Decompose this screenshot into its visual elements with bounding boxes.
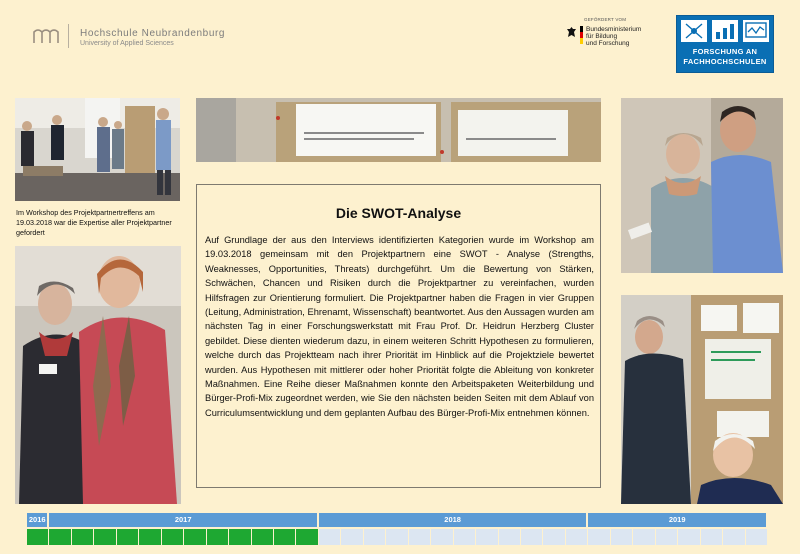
two-women-photo <box>15 246 181 504</box>
program-title-line1: FORSCHUNG AN <box>692 47 758 56</box>
timeline-year-2017: 2017 <box>49 513 316 527</box>
article-box <box>196 184 601 488</box>
photo-caption: Im Workshop des Projektpartnertreffens am 19.03.2018 war die Expertise aller Projektpartner gefordert <box>16 208 172 237</box>
wave-monitor-icon <box>743 20 769 42</box>
timeline-month-completed <box>229 529 251 545</box>
program-title-line2: FACHHOCHSCHULEN <box>683 57 767 66</box>
timeline-month-completed <box>252 529 274 545</box>
article-body: Auf Grundlage der aus den Interviews identifizierten Kategorien wurde im Workshop am 19.03.2018 gemeinsam mit den Projektpartnern eine SWOT - Analyse (Strengths, Weaknesses, Opportunities, Threats) durchgeführt. Um die Bewertung von Stärken, Schwächen, Chancen und Risiken durch die Projektpartner zu vereinfachen, wurden Hilfsfragen zur Orientierung formuliert. Die Projektpartner haben die Fragen in vier Gruppen (Leitung, Administration, Ehrenamt, Wissenschaft) beantwortet. Aus den Aussagen wurden am nächsten Tag in einer Forschungswerkstatt mit Frau Prof. Dr. Heidrun Herzberg Cluster gebildet. Diese dienten wiederum dazu, in einem weiteren Schritt Hypothesen zu formulieren, welche durch das Projektteam nach ihrer Priorität im Hinblick auf die Projektziele bewertet wurden. Aus Hypothesen mit mittlerer oder hoher Priorität folgte die Ableitung von konkreter Maßnahmen. Eine Reihe dieser Maßnahmen konnte den Arbeitspaketen Weiterbildung und Bürger-Profi-Mix zugeordnet werden, wie Sie den nächsten beiden Seiten mit dem Ablauf von Curriculumsentwicklung und dem geplanten Aufbau des Bürger-Profi-Mix entnehmen können. <box>205 235 594 418</box>
funder-label: GEFÖRDERT VOM <box>584 17 627 22</box>
pinboard-writing-photo <box>621 295 783 504</box>
timeline-month-completed <box>296 529 318 545</box>
funder-name <box>586 26 641 48</box>
program-logo <box>676 15 774 73</box>
university-subtitle: University of Applied Sciences <box>80 40 174 47</box>
timeline-month-upcoming <box>319 529 341 545</box>
timeline-month-completed <box>72 529 94 545</box>
timeline-month-upcoming <box>678 529 700 545</box>
funder-name-line: für Bildung <box>586 33 618 41</box>
timeline-year-2018: 2018 <box>319 513 586 527</box>
timeline-month-upcoming <box>454 529 476 545</box>
university-name: Hochschule Neubrandenburg <box>80 28 226 39</box>
timeline-month-upcoming <box>746 529 768 545</box>
network-icon <box>681 20 707 42</box>
bars-icon <box>712 20 738 42</box>
timeline-month-upcoming <box>386 529 408 545</box>
timeline-month-completed <box>162 529 184 545</box>
timeline-month-upcoming <box>566 529 588 545</box>
timeline-month-upcoming <box>521 529 543 545</box>
university-logo-icon <box>32 28 60 44</box>
timeline-month-completed <box>207 529 229 545</box>
article-title: Die SWOT-Analyse <box>335 205 462 221</box>
timeline-months <box>27 529 768 545</box>
timeline-month-completed <box>49 529 71 545</box>
german-flag-icon <box>580 26 583 44</box>
funder-name-line: Bundesministerium <box>586 26 642 33</box>
header-divider <box>68 24 69 48</box>
timeline-years <box>27 513 768 527</box>
timeline-month-completed <box>274 529 296 545</box>
timeline-month-upcoming <box>543 529 565 545</box>
workshop-room-photo <box>15 98 180 201</box>
timeline-month-upcoming <box>633 529 655 545</box>
timeline-month-upcoming <box>701 529 723 545</box>
timeline-year-2016: 2016 <box>27 513 47 527</box>
poster-board-photo <box>196 98 601 162</box>
federal-eagle-icon <box>566 26 577 39</box>
timeline-month-completed <box>94 529 116 545</box>
timeline-month-completed <box>184 529 206 545</box>
timeline-year-2019: 2019 <box>588 513 766 527</box>
timeline-month-upcoming <box>341 529 363 545</box>
two-people-discussing-photo <box>621 98 783 273</box>
timeline-month-upcoming <box>476 529 498 545</box>
timeline-month-upcoming <box>364 529 386 545</box>
timeline-month-upcoming <box>588 529 610 545</box>
timeline-month-upcoming <box>656 529 678 545</box>
timeline-month-upcoming <box>409 529 431 545</box>
timeline-month-completed <box>27 529 49 545</box>
timeline-month-upcoming <box>431 529 453 545</box>
timeline-month-upcoming <box>499 529 521 545</box>
timeline-month-upcoming <box>611 529 633 545</box>
timeline-month-upcoming <box>723 529 745 545</box>
funder-name-line: und Forschung <box>586 40 630 48</box>
timeline-month-completed <box>117 529 139 545</box>
timeline-month-completed <box>139 529 161 545</box>
